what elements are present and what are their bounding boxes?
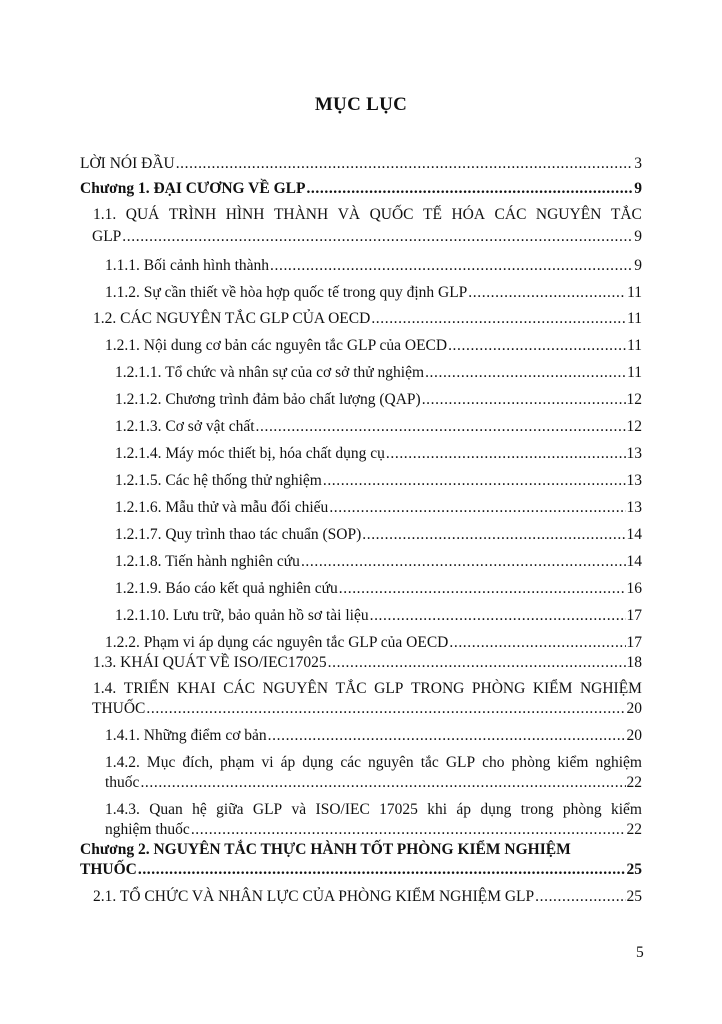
toc-entry-line1 [105, 801, 642, 819]
toc-entry-page: 25 [626, 861, 642, 878]
dot-leader [362, 526, 625, 544]
word: KIỂM [532, 680, 573, 697]
dot-leader [448, 337, 626, 355]
toc-entry-title: 1.2.1.5. Các hệ thống thử nghiệm [115, 472, 322, 489]
word: GLP [445, 754, 476, 771]
toc-entry[interactable] [105, 337, 642, 355]
word: hệ [192, 801, 207, 818]
word: KHAI [176, 680, 216, 697]
toc-entry-line1 [105, 754, 642, 772]
word: PHÒNG [471, 680, 526, 697]
toc-entry[interactable] [80, 180, 642, 198]
toc-entry-page: 17 [626, 607, 642, 624]
toc-entry[interactable] [115, 472, 642, 490]
toc-entry-line1: Chương 2. NGUYÊN TẮC THỰC HÀNH TỐT PHÒNG KIỂM NGHIỆM [80, 841, 571, 858]
toc-entry-title: 1.3. KHÁI QUÁT VỀ ISO/IEC17025 [93, 654, 327, 671]
toc-entry-page: 11 [627, 310, 642, 327]
word: tắc [420, 754, 439, 771]
toc-entry-page: 12 [626, 418, 642, 435]
word: GLP [374, 680, 404, 697]
word: 17025 [379, 801, 418, 818]
toc-entry-title: GLP [92, 228, 122, 245]
toc-entry-page: 22 [626, 774, 642, 791]
toc-entry-page: 12 [626, 391, 642, 408]
word: trong [520, 801, 554, 818]
word: QUỐC [369, 206, 414, 223]
toc-entry-title: 1.2.1.1. Tổ chức và nhân sự của cơ sở thử nghiệm [115, 364, 425, 381]
toc-entry[interactable] [105, 634, 642, 652]
toc-entry[interactable] [80, 155, 642, 173]
word: THÀNH [273, 206, 329, 223]
toc-entry-title: 1.2.1.9. Báo cáo kết quả nghiên cứu [115, 580, 338, 597]
word: HÌNH [225, 206, 265, 223]
toc-entry[interactable] [115, 607, 642, 625]
word: 1.4.2. [105, 754, 140, 771]
toc-entry-page: 3 [634, 155, 642, 172]
toc-entry[interactable] [92, 700, 642, 718]
dot-leader [371, 310, 626, 328]
dot-leader [328, 654, 626, 672]
toc-entry-page: 9 [634, 180, 642, 197]
toc-entry[interactable] [80, 861, 642, 879]
toc-entry-title: THUỐC [92, 700, 146, 717]
word: QUÁ [125, 206, 160, 223]
toc-entry[interactable] [115, 445, 642, 463]
dot-leader [306, 180, 633, 198]
toc-entry-page: 13 [626, 472, 642, 489]
page-number: 5 [636, 944, 644, 961]
toc-entry[interactable] [115, 391, 642, 409]
toc-entry-title: thuốc [105, 774, 140, 791]
toc-entry-page: 11 [627, 337, 642, 354]
toc-entry-page: 25 [626, 888, 642, 905]
toc-entry[interactable] [93, 654, 642, 672]
toc-entry[interactable] [105, 821, 642, 839]
toc-entry-page: 9 [634, 228, 642, 245]
dot-leader [449, 634, 625, 652]
word: dụng [302, 754, 334, 771]
toc-entry[interactable] [115, 553, 642, 571]
word: CÁC [223, 680, 256, 697]
toc-entry-title: nghiệm thuốc [105, 821, 190, 838]
toc-entry-title: 1.2.1.10. Lưu trữ, bảo quản hồ sơ tài liệu [115, 607, 369, 624]
word: NGHIỆM [579, 680, 642, 697]
toc-entry-title: 1.2.1.4. Máy móc thiết bị, hóa chất dụng cụ [115, 445, 385, 462]
dot-leader [270, 257, 633, 275]
word: nghiệm [595, 754, 642, 771]
toc-entry-title: 1.2.1.2. Chương trình đảm bảo chất lượng (QAP) [115, 391, 421, 408]
dot-leader [268, 727, 626, 745]
toc-entry-title: 1.2.1. Nội dung cơ bản các nguyên tắc GLP của OECD [105, 337, 448, 354]
dot-leader [323, 472, 626, 490]
toc-entry-title: LỜI NÓI ĐẦU [80, 155, 175, 172]
toc-entry-title: 1.2.1.3. Cơ sở vật chất [115, 418, 255, 435]
dot-leader [256, 418, 626, 436]
toc-entry-page: 11 [627, 364, 642, 381]
toc-entry-title: 1.1.2. Sự cần thiết về hòa hợp quốc tế trong quy định GLP [105, 284, 468, 301]
word: vi [261, 754, 274, 771]
toc-entry-title: 1.2.1.8. Tiến hành nghiên cứu [115, 553, 300, 570]
word: TẾ [423, 206, 442, 223]
toc-entry[interactable] [115, 364, 642, 382]
toc-entry[interactable] [105, 257, 642, 275]
toc-entry[interactable] [115, 499, 642, 517]
word: khi [427, 801, 448, 818]
word: NGUYÊN [535, 206, 602, 223]
word: kiểm [610, 801, 642, 818]
word: áp [456, 801, 472, 818]
toc-entry[interactable] [105, 284, 642, 302]
dot-leader [425, 364, 626, 382]
dot-leader [191, 821, 626, 839]
dot-leader [339, 580, 626, 598]
toc-entry-line1 [93, 206, 642, 224]
toc-entry-page: 11 [627, 284, 642, 301]
word: HÓA [451, 206, 486, 223]
toc-entry-title: 1.2.2. Phạm vi áp dụng các nguyên tắc GLP của OECD [105, 634, 449, 651]
dot-leader [138, 861, 626, 879]
dot-leader [176, 155, 634, 173]
toc-entry-page: 9 [634, 257, 642, 274]
toc-entry[interactable] [92, 228, 642, 246]
word: cho [482, 754, 505, 771]
word: TRÌNH [168, 206, 217, 223]
toc-entry-page: 13 [626, 445, 642, 462]
word: Quan [149, 801, 183, 818]
toc-entry-title: 2.1. TỔ CHỨC VÀ NHÂN LỰC CỦA PHÒNG KIỂM NGHIỆM GLP [93, 888, 535, 905]
toc-entry-title: 1.2. CÁC NGUYÊN TẮC GLP CỦA OECD [93, 310, 371, 327]
word: 1.1. [93, 206, 117, 223]
dot-leader [146, 700, 625, 718]
page-title: MỤC LỤC [314, 94, 408, 115]
word: và [291, 801, 307, 818]
word: 1.4. [93, 680, 117, 697]
dot-leader [386, 445, 626, 463]
toc-entry-page: 17 [626, 634, 642, 651]
word: giữa [216, 801, 244, 818]
dot-leader [301, 553, 626, 571]
toc-entry[interactable] [115, 418, 642, 436]
toc-entry-title: 1.2.1.7. Quy trình thao tác chuẩn (SOP) [115, 526, 362, 543]
toc-entry-page: 20 [626, 727, 642, 744]
toc-entry-page: 20 [626, 700, 642, 717]
word: NGUYÊN [262, 680, 329, 697]
toc-entry[interactable] [115, 580, 642, 598]
word: các [340, 754, 361, 771]
word: TRONG [410, 680, 465, 697]
toc-entry-page: 14 [626, 526, 642, 543]
toc-entry-page: 13 [626, 499, 642, 516]
toc-entry-page: 18 [626, 654, 642, 671]
word: phòng [562, 801, 602, 818]
toc-entry[interactable] [115, 526, 642, 544]
dot-leader [140, 774, 625, 792]
word: kiểm [557, 754, 589, 771]
toc-entry[interactable] [93, 888, 642, 906]
word: VÀ [337, 206, 361, 223]
word: ISO/IEC [315, 801, 370, 818]
toc-entry[interactable] [105, 774, 642, 792]
word: đích, [182, 754, 213, 771]
word: 1.4.3. [105, 801, 140, 818]
toc-entry-page: 22 [626, 821, 642, 838]
toc-entry[interactable] [105, 727, 642, 745]
dot-leader [370, 607, 626, 625]
dot-leader [329, 499, 625, 517]
toc-entry-page: 14 [626, 553, 642, 570]
word: GLP [252, 801, 283, 818]
word: dụng [480, 801, 512, 818]
word: áp [280, 754, 296, 771]
word: CÁC [494, 206, 527, 223]
word: TẮC [335, 680, 367, 697]
word: Mục [146, 754, 176, 771]
toc-entry-page: 16 [626, 580, 642, 597]
toc-entry-line1 [93, 680, 642, 698]
toc-entry-title: THUỐC [80, 861, 137, 878]
word: nguyên [368, 754, 414, 771]
toc-entry[interactable] [93, 310, 642, 328]
word: TRIỂN [123, 680, 170, 697]
word: TẮC [610, 206, 642, 223]
toc-entry-title: 1.1.1. Bối cảnh hình thành [105, 257, 270, 274]
toc-entry-title: 1.4.1. Những điểm cơ bản [105, 727, 267, 744]
word: phạm [220, 754, 255, 771]
toc-entry-title: 1.2.1.6. Mẫu thử và mẫu đối chiếu [115, 499, 329, 516]
dot-leader [422, 391, 626, 409]
dot-leader [122, 228, 633, 246]
word: phòng [511, 754, 551, 771]
toc-entry-title: Chương 1. ĐẠI CƯƠNG VỀ GLP [80, 180, 306, 197]
dot-leader [535, 888, 625, 906]
dot-leader [468, 284, 626, 302]
